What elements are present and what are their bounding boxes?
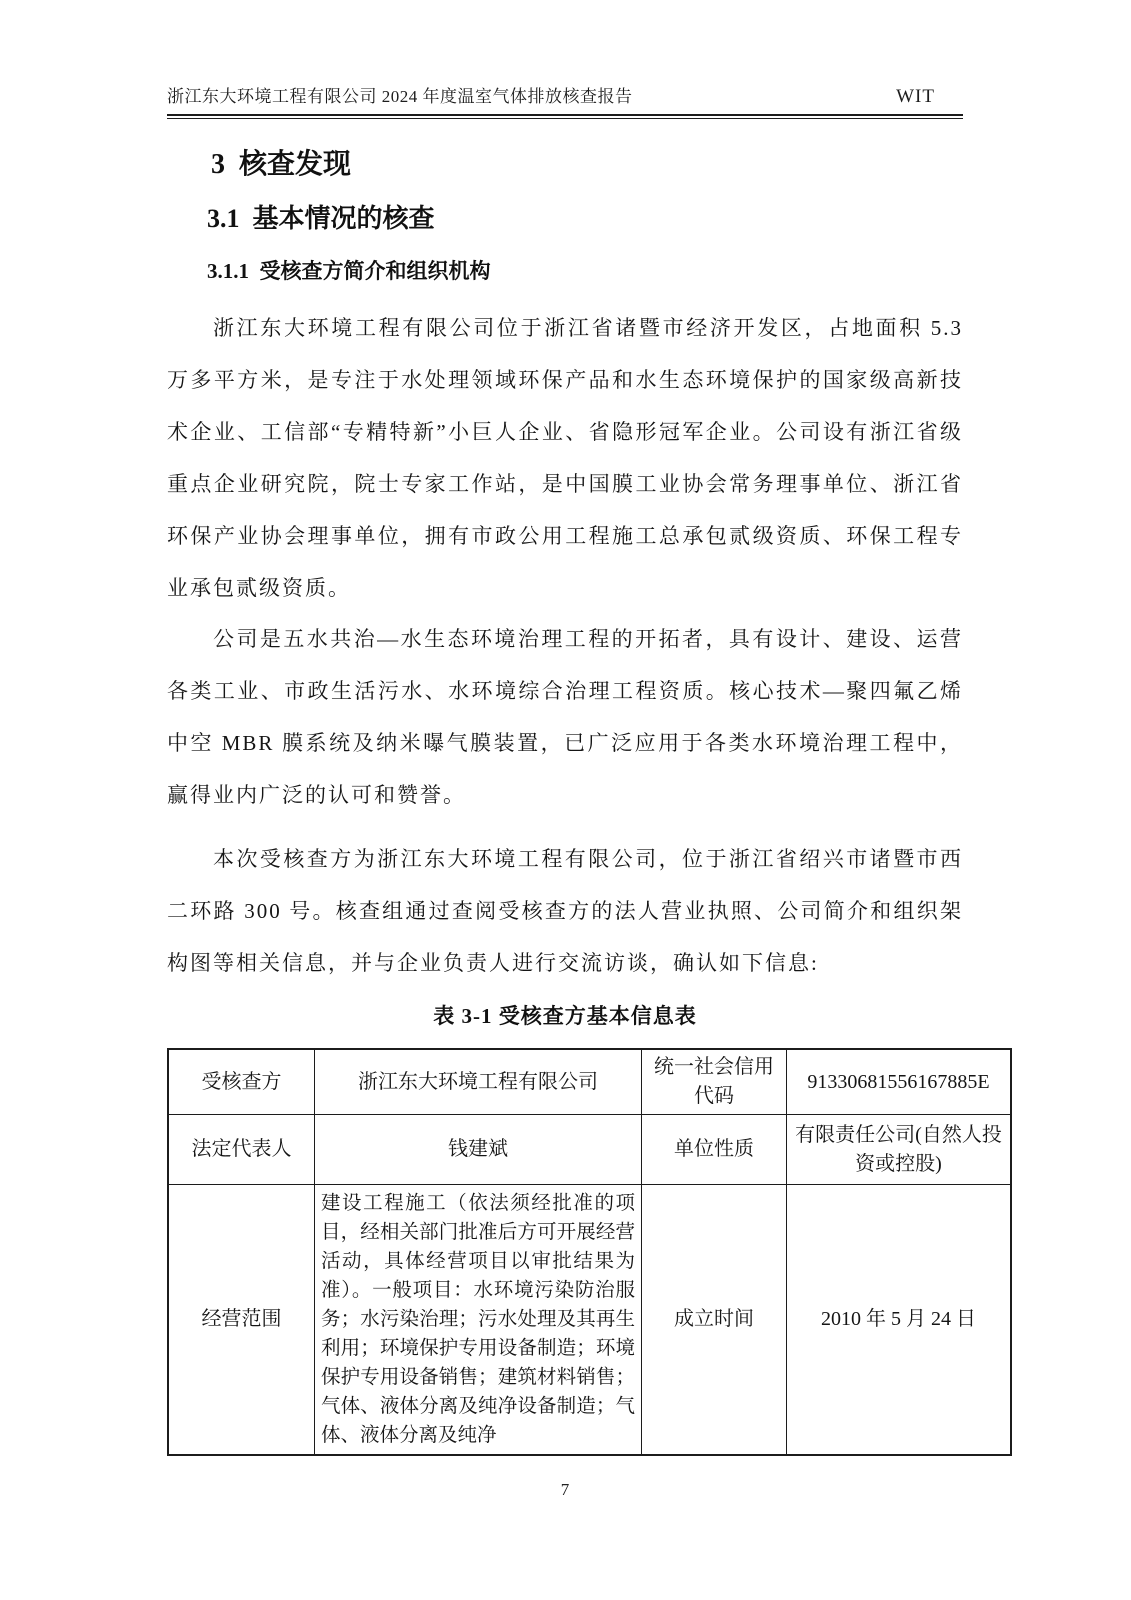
page-number: 7 (560, 1480, 570, 1499)
table-row (168, 1185, 1011, 1455)
table-cell-value: 浙江东大环境工程有限公司 (315, 1049, 642, 1115)
paragraph-company-technology: 公司是五水共治—水生态环境治理工程的开拓者，具有设计、建设、运营各类工业、市政生活污水、水环境综合治理工程资质。核心技术—聚四氟乙烯中空 MBR 膜系统及纳米曝气膜装置，已广泛应用于各类水环境治理工程中，赢得业内广泛的认可和赞誉。 (167, 627, 963, 807)
table-row (168, 1049, 1011, 1115)
section-heading-3: 3 核查发现 (211, 149, 352, 180)
table-cell-label: 受核查方 (168, 1049, 315, 1115)
table-cell-label: 单位性质 (642, 1115, 787, 1185)
table-cell-value: 2010 年 5 月 24 日 (787, 1185, 1012, 1455)
table-cell-value: 有限责任公司(自然人投资或控股) (787, 1115, 1012, 1185)
table-cell-value: 建设工程施工（依法须经批准的项目，经相关部门批准后方可开展经营活动，具体经营项目以审批结果为准）。一般项目：水环境污染防治服务；水污染治理；污水处理及其再生利用；环境保护专用设备制造；环境保护专用设备销售；建筑材料销售；气体、液体分离及纯净设备制造；气体、液体分离及纯净 (315, 1185, 642, 1455)
table-cell-value: 91330681556167885E (787, 1049, 1012, 1115)
table-cell-label: 统一社会信用代码 (642, 1049, 787, 1115)
header-logo-text: WIT (896, 86, 935, 107)
table-title: 表 3-1 受核查方基本信息表 (433, 1004, 697, 1028)
section-heading-3-1-1: 3.1.1 受核查方简介和组织机构 (207, 259, 491, 283)
table-cell-label: 成立时间 (642, 1185, 787, 1455)
page-content (167, 0, 1002, 1600)
table-cell-label: 法定代表人 (168, 1115, 315, 1185)
section-heading-3-1: 3.1 基本情况的核查 (207, 204, 435, 233)
table-cell-label: 经营范围 (168, 1185, 315, 1455)
paragraph-verification-scope: 本次受核查方为浙江东大环境工程有限公司，位于浙江省绍兴市诸暨市西二环路 300 号。核查组通过查阅受核查方的法人营业执照、公司简介和组织架构图等相关信息，并与企业负责人进行交流访谈，确认如下信息: (167, 847, 963, 975)
basic-info-table (167, 1048, 1012, 1456)
page-header (167, 82, 963, 108)
header-rule (167, 114, 963, 119)
table-row (168, 1115, 1011, 1185)
paragraph-company-intro: 浙江东大环境工程有限公司位于浙江省诸暨市经济开发区，占地面积 5.3 万多平方米，是专注于水处理领域环保产品和水生态环境保护的国家级高新技术企业、工信部“专精特新”小巨人企业、省隐形冠军企业。公司设有浙江省级重点企业研究院，院士专家工作站，是中国膜工业协会常务理事单位、浙江省环保产业协会理事单位，拥有市政公用工程施工总承包贰级资质、环保工程专业承包贰级资质。 (167, 316, 963, 600)
header-report-title: 浙江东大环境工程有限公司 2024 年度温室气体排放核查报告 (167, 87, 633, 106)
table-cell-value: 钱建斌 (315, 1115, 642, 1185)
